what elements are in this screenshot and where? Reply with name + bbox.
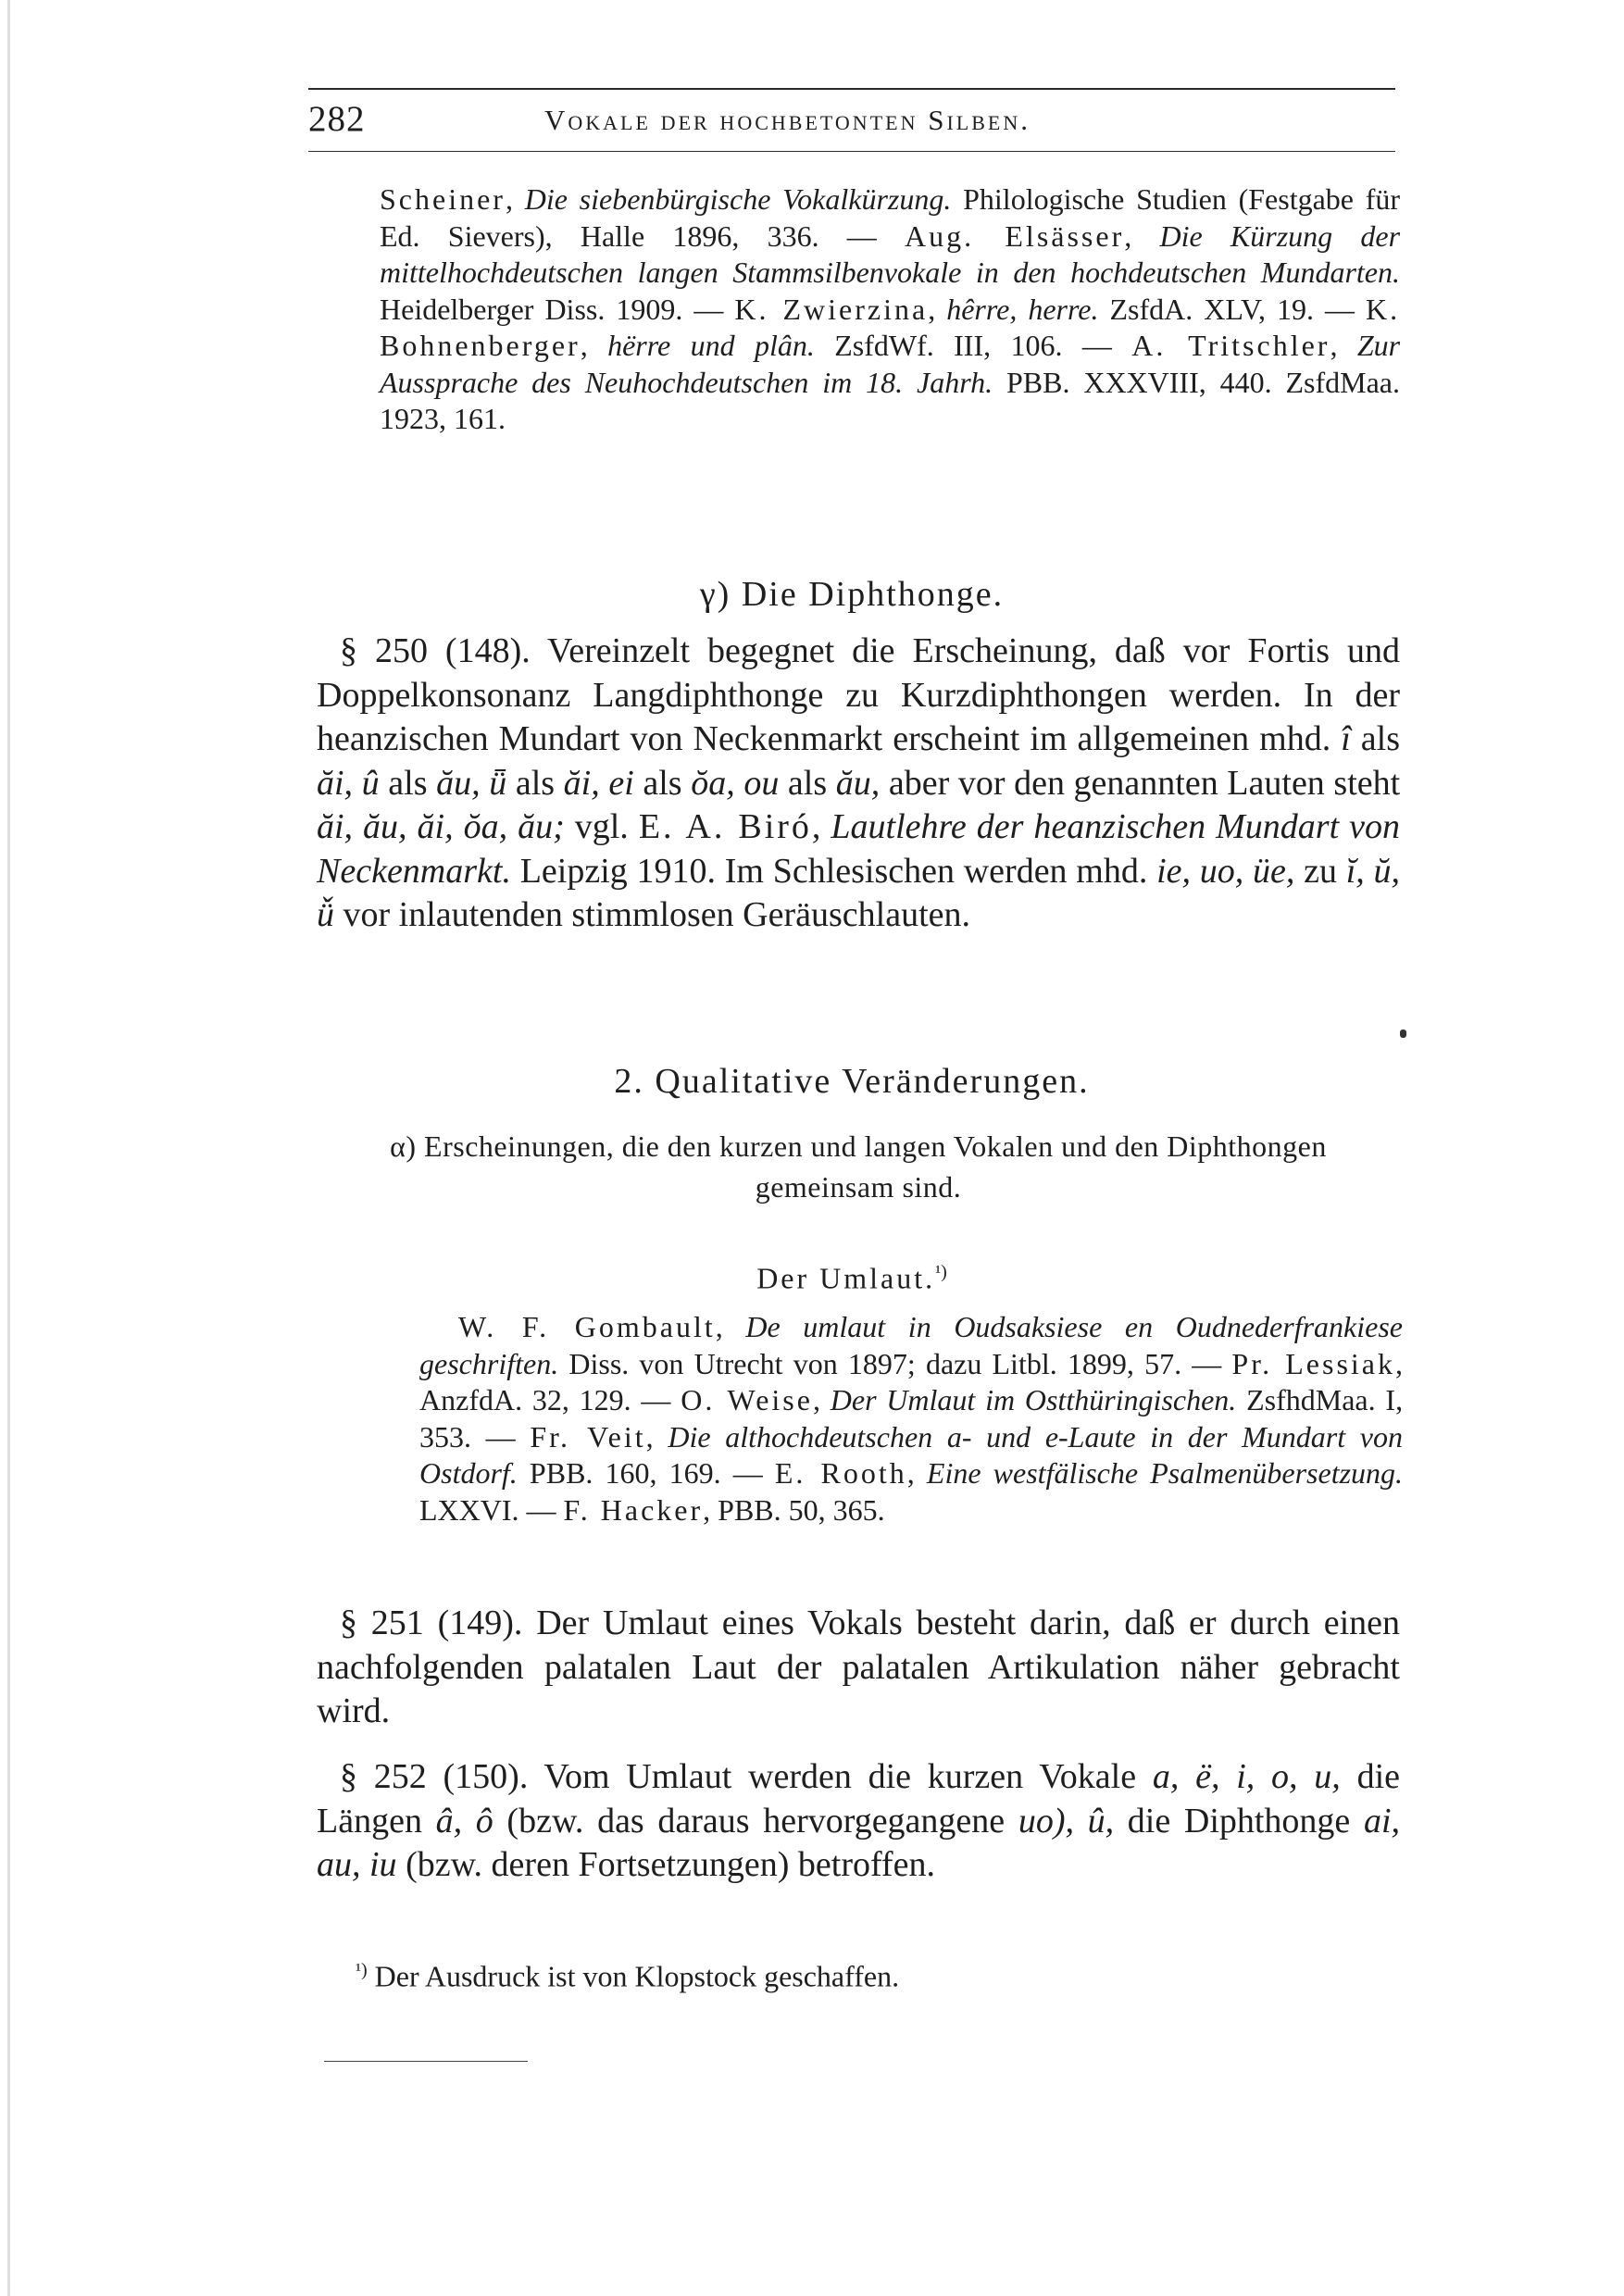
ref-details: PBB. 50, 365. bbox=[718, 1492, 885, 1527]
ref-author: E. A. Biró bbox=[638, 807, 812, 846]
ref-title: hêrre, herre. bbox=[946, 292, 1099, 326]
ref-author: Pr. Lessiak bbox=[1231, 1346, 1396, 1380]
ref-author: F. Hacker bbox=[563, 1492, 704, 1527]
ref-title: Zur Aussprache des Neuhochdeutschen im 18. Jahrh. bbox=[380, 329, 1401, 399]
paragraph-number: § 251 (149). bbox=[340, 1603, 523, 1642]
paragraph-252: § 252 (150). Vom Umlaut werden die kurzen Vokale a, ë, i, o, u, die Längen â, ô (bzw. das daraus hervorgegangene uo), û, die Diphthonge ai, au, iu (bzw. deren Fortsetzungen) betroffen. bbox=[317, 1757, 1401, 1884]
ref-details: PBB. XXXVIII, 440. ZsfdMaa. 1923, 161. bbox=[380, 365, 1401, 435]
bibliography-block-2: W. F. Gombault, De umlaut in Oudsaksiese en Oudnederfrankiese geschriften. Diss. von Utrecht von 1897; dazu Litbl. 1899, 57. — Pr. Lessiak, AnzfdA. 32, 129. — O. Weise, Der Umlaut im Ostthüringischen. ZsfhdMaa. I, 353. — Fr. Veit, Die althochdeutschen a- und e-Laute in der Mundart von Ostdorf. PBB. 160, 169. — E. Rooth, Eine westfälische Psalmenübersetzung. LXXVI. — F. Hacker, PBB. 50, 365. bbox=[419, 1310, 1404, 1527]
scan-edge bbox=[7, 0, 10, 2296]
paragraph-251: § 251 (149). Der Umlaut eines Vokals besteht darin, daß er durch einen nachfolgenden palatalen Laut der palatalen Artikulation näher gebracht wird. bbox=[317, 1603, 1400, 1730]
footnote-marker: ¹) bbox=[356, 1960, 368, 1980]
footnote bbox=[356, 1952, 1374, 1995]
ref-details: Philologische Studien (Festgabe für Ed. Sievers), Halle 1896, 336. — bbox=[380, 182, 1401, 253]
ref-title: De umlaut in Oudsaksiese en Oudnederfrankiese geschriften. bbox=[419, 1310, 1404, 1380]
ref-title: Eine westfälische Psalmenübersetzung. bbox=[926, 1456, 1404, 1490]
ref-title: Der Umlaut im Ostthüringischen. bbox=[830, 1383, 1237, 1416]
ref-details: AnzfdA. 32, 129. — bbox=[419, 1383, 671, 1416]
running-title: Vokale der hochbetonten Silben. bbox=[544, 104, 1031, 136]
ref-details: ZsfdWf. III, 106. — bbox=[834, 329, 1112, 362]
ref-title: Die althochdeutschen a- und e-Laute in der Mundart von Ostdorf. bbox=[419, 1419, 1404, 1490]
ref-author: Fr. Veit bbox=[530, 1419, 646, 1454]
ref-details: ZsfdA. XLV, 19. — bbox=[1109, 292, 1355, 326]
bibliography-block-1: Scheiner, Die siebenbürgische Vokalkürzung. Philologische Studien (Festgabe für Ed. Sievers), Halle 1896, 336. — Aug. Elsässer, Die Kürzung der mittelhochdeutschen langen Stammsilbenvokale in den hochdeutschen Mundarten. Heidelberger Diss. 1909. — K. Zwierzina, hêrre, herre. ZsfdA. XLV, 19. — K. Bohnenberger, hërre und plân. ZsfdWf. III, 106. — A. Tritschler, Zur Aussprache des Neuhochdeutschen im 18. Jahrh. PBB. XXXVIII, 440. ZsfdMaa. 1923, 161. bbox=[380, 182, 1401, 435]
ref-details: ZsfhdMaa. I, 353. — bbox=[419, 1383, 1404, 1454]
section-heading-diphthonge: γ) Die Diphthonge. bbox=[699, 575, 1005, 614]
ref-author: Aug. Elsässer bbox=[905, 218, 1125, 253]
ref-details: PBB. 160, 169. — bbox=[529, 1456, 763, 1490]
section-heading-qualitative: 2. Qualitative Veränderungen. bbox=[614, 1062, 1090, 1101]
ref-author: W. F. Gombault bbox=[458, 1310, 716, 1343]
subsection-heading-alpha bbox=[317, 1126, 1400, 1207]
ref-title: Lautlehre der heanzischen Mundart von Neckenmarkt. bbox=[317, 807, 1401, 891]
header-rule-lower bbox=[308, 151, 1395, 152]
umlaut-heading: Der Umlaut.$^{^1)}$ bbox=[756, 1261, 947, 1295]
page-number: 282 bbox=[308, 99, 366, 139]
paragraph-number: § 252 (150). bbox=[340, 1757, 529, 1796]
ref-title: hërre und plân. bbox=[607, 329, 815, 362]
ref-author: K. Bohnenberger bbox=[380, 292, 1401, 362]
ink-speck bbox=[1400, 1029, 1406, 1038]
ref-details: Heidelberger Diss. 1909. — bbox=[380, 292, 724, 326]
subsection-title: Erscheinungen, die den kurzen und langen Vokalen und den Diphthongen gemeinsam sind. bbox=[424, 1129, 1327, 1204]
ref-title: Die Kürzung der mittelhochdeutschen langen Stammsilbenvokale in den hochdeutschen Mundarten. bbox=[380, 218, 1401, 289]
ref-title: Die siebenbürgische Vokalkürzung. bbox=[524, 182, 952, 216]
ref-author: O. Weise bbox=[681, 1383, 813, 1416]
ref-author: Scheiner bbox=[380, 182, 506, 216]
ref-author: K. Zwierzina bbox=[734, 292, 929, 326]
footnote-rule bbox=[324, 2061, 528, 2062]
ref-author: A. Tritschler bbox=[1131, 329, 1330, 362]
footnote-marker: ¹) bbox=[935, 1262, 947, 1282]
ref-details: LXXVI. — bbox=[419, 1492, 556, 1527]
footnote-text: Der Ausdruck ist von Klopstock geschaffen. bbox=[374, 1959, 900, 1993]
ref-details: Diss. von Utrecht von 1897; dazu Litbl. 1899, 57. — bbox=[568, 1346, 1222, 1380]
header-rule bbox=[308, 88, 1395, 90]
subsection-label: α) bbox=[390, 1129, 417, 1163]
paragraph-250: § 250 (148). Vereinzelt begegnet die Erscheinung, daß vor Fortis und Doppelkonsonanz Langdiphthonge zu Kurzdiphthongen werden. In der heanzischen Mundart von Neckenmarkt erscheint im allgemeinen mhd. î als ăi, û als ău, ǖ als ăi, ei als ŏa, ou als ău, aber vor den genannten Lauten steht ăi, ău, ăi, ŏa, ău; vgl. E. A. Biró, Lautlehre der heanzischen Mundart von Neckenmarkt. Leipzig 1910. Im Schlesischen werden mhd. ie, uo, üe, zu ĭ, ŭ, ǚ vor inlautenden stimmlosen Geräuschlauten. bbox=[317, 631, 1401, 934]
paragraph-number: § 250 (148). bbox=[340, 631, 531, 670]
ref-author: E. Rooth bbox=[774, 1456, 907, 1490]
